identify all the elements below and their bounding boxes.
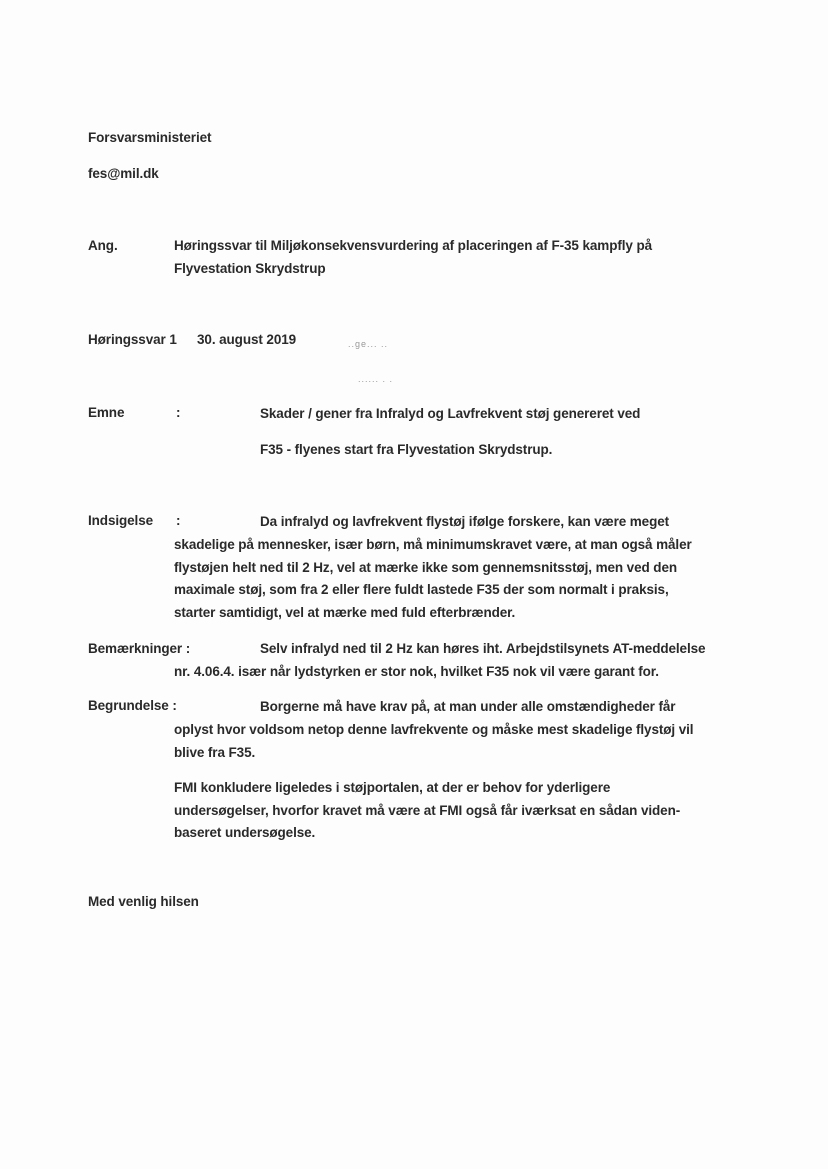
justification-line: undersøgelser, hvorfor kravet må være at FMI også får iværksat en sådan viden- <box>174 802 681 818</box>
justification-paragraph-2 <box>174 777 680 845</box>
closing-greeting: Med venlig hilsen <box>88 894 199 909</box>
remarks-line: nr. 4.06.4. især når lydstyrken er stor nok, hvilket F35 nok vil være garant for. <box>174 664 659 679</box>
objection-line: maximale støj, som fra 2 eller flere fuldt lastede F35 der som normalt i praksis, <box>174 582 669 597</box>
remarks-body <box>174 661 659 684</box>
faint-mark: ...... . . <box>358 374 394 384</box>
subject-text <box>174 235 652 280</box>
justification-first-line: Borgerne må have krav på, at man under alle omstændigheder får <box>260 699 676 714</box>
objection-line: starter samtidigt, vel at mærke med fuld efterbrænder. <box>174 604 516 620</box>
topic-line-1: Skader / gener fra Infralyd og Lavfrekvent støj genereret ved <box>260 406 641 421</box>
topic-line-2: F35 - flyenes start fra Flyvestation Skrydstrup. <box>260 442 553 457</box>
recipient-email: fes@mil.dk <box>88 166 159 181</box>
justification-line: blive fra F35. <box>174 744 256 760</box>
subject-line: Høringssvar til Miljøkonsekvensvurdering af placeringen af F-35 kampfly på <box>174 238 652 253</box>
justification-line: FMI konkludere ligeledes i støjportalen, at der er behov for yderligere <box>174 780 611 795</box>
objection-colon: : <box>176 513 181 528</box>
subject-line: Flyvestation Skrydstrup <box>174 260 326 276</box>
objection-body <box>174 534 692 624</box>
objection-line: skadelige på mennesker, især børn, må minimumskravet være, at man også måler <box>174 537 692 552</box>
objection-label: Indsigelse <box>88 513 154 528</box>
recipient-name: Forsvarsministeriet <box>88 130 212 145</box>
justification-line: baseret undersøgelse. <box>174 825 316 840</box>
subject-label: Ang. <box>88 238 118 253</box>
justification-label: Begrundelse : <box>88 698 177 713</box>
objection-first-line: Da infralyd og lavfrekvent flystøj ifølge forskere, kan være meget <box>260 514 670 529</box>
justification-line: oplyst hvor voldsom netop denne lavfrekvente og måske mest skadelige flystøj vil <box>174 722 694 737</box>
remarks-label: Bemærkninger : <box>88 641 191 656</box>
topic-label: Emne <box>88 405 125 420</box>
remarks-first-line: Selv infralyd ned til 2 Hz kan høres iht. Arbejdstilsynets AT-meddelelse <box>260 641 706 656</box>
objection-line: flystøjen helt ned til 2 Hz, vel at mærke ikke som gennemsnitsstøj, men ved den <box>174 559 677 575</box>
response-label: Høringssvar 1 <box>88 332 177 347</box>
faint-mark: ..ge... .. <box>348 339 389 349</box>
topic-colon: : <box>176 405 181 420</box>
justification-body <box>174 719 693 764</box>
response-date: 30. august 2019 <box>197 332 297 347</box>
